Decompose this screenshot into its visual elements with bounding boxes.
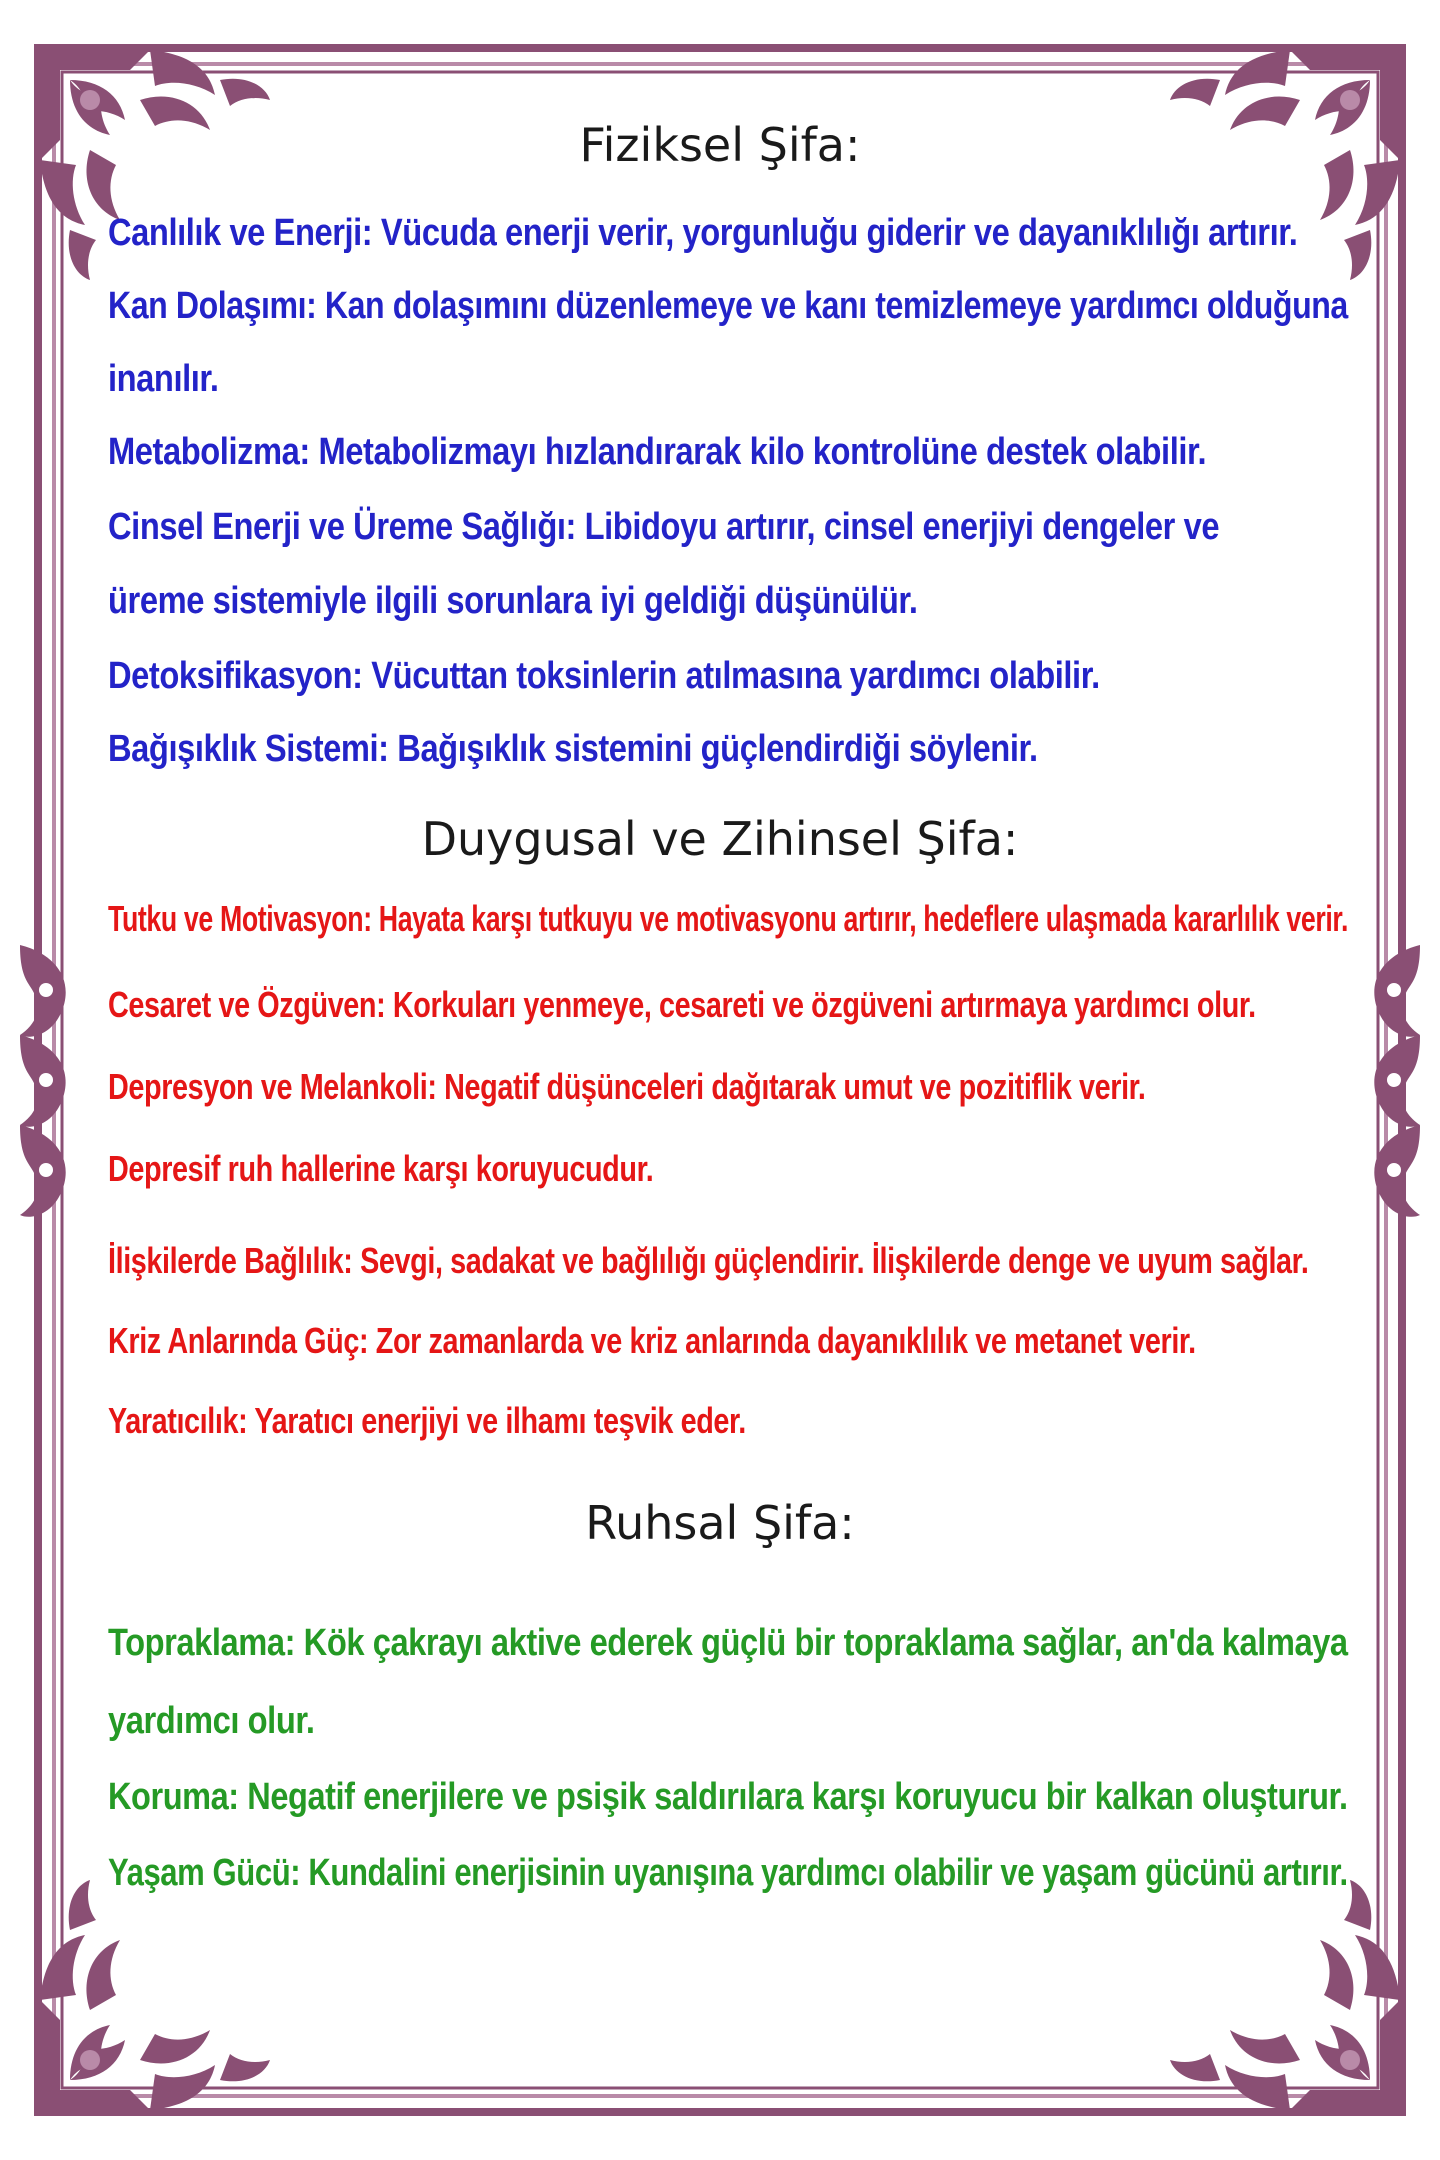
- emotional-line-2: Cesaret ve Özgüven: Korkuları yenmeye, cesareti ve özgüveni artırmaya yardımcı olur.: [108, 984, 1256, 1025]
- physical-line-6: üreme sistemiyle ilgili sorunlara iyi geldiği düşünülür.: [108, 580, 918, 622]
- physical-line-8: Bağışıklık Sistemi: Bağışıklık sistemini güçlendirdiği söylenir.: [108, 728, 1038, 770]
- section-heading-emotional: Duygusal ve Zihinsel Şifa:: [421, 812, 1019, 866]
- physical-line-5: Cinsel Enerji ve Üreme Sağlığı: Libidoyu artırır, cinsel enerjiyi dengeler ve: [108, 506, 1220, 548]
- section-heading-spiritual: Ruhsal Şifa:: [585, 1496, 855, 1550]
- emotional-line-1: Tutku ve Motivasyon: Hayata karşı tutkuyu ve motivasyonu artırır, hedeflere ulaşmada kararlılık verir.: [108, 898, 1349, 939]
- section-heading-physical: Fiziksel Şifa:: [579, 118, 861, 172]
- physical-line-4: Metabolizma: Metabolizmayı hızlandırarak kilo kontrolüne destek olabilir.: [108, 431, 1207, 473]
- spiritual-line-3: Koruma: Negatif enerjilere ve psişik saldırılara karşı koruyucu bir kalkan oluşturur.: [108, 1776, 1348, 1818]
- spiritual-line-2: yardımcı olur.: [108, 1700, 315, 1742]
- emotional-line-5: İlişkilerde Bağlılık: Sevgi, sadakat ve bağlılığı güçlendirir. İlişkilerde denge ve uyum sağlar.: [108, 1240, 1309, 1281]
- spiritual-line-4: Yaşam Gücü: Kundalini enerjisinin uyanışına yardımcı olabilir ve yaşam gücünü artırır.: [108, 1852, 1348, 1894]
- emotional-line-6: Kriz Anlarında Güç: Zor zamanlarda ve kriz anlarında dayanıklılık ve metanet verir.: [108, 1320, 1196, 1361]
- emotional-line-7: Yaratıcılık: Yaratıcı enerjiyi ve ilhamı teşvik eder.: [108, 1400, 746, 1441]
- physical-line-3: inanılır.: [108, 358, 219, 400]
- spiritual-line-1: Topraklama: Kök çakrayı aktive ederek güçlü bir topraklama sağlar, an'da kalmaya: [108, 1622, 1348, 1664]
- physical-line-7: Detoksifikasyon: Vücuttan toksinlerin atılmasına yardımcı olabilir.: [108, 655, 1100, 697]
- emotional-line-3: Depresyon ve Melankoli: Negatif düşünceleri dağıtarak umut ve pozitiflik verir.: [108, 1066, 1146, 1107]
- physical-line-1: Canlılık ve Enerji: Vücuda enerji verir, yorgunluğu giderir ve dayanıklılığı artırır.: [108, 212, 1298, 254]
- physical-line-2: Kan Dolaşımı: Kan dolaşımını düzenlemeye ve kanı temizlemeye yardımcı olduğuna: [108, 285, 1348, 327]
- emotional-line-4: Depresif ruh hallerine karşı koruyucudur.: [108, 1148, 654, 1189]
